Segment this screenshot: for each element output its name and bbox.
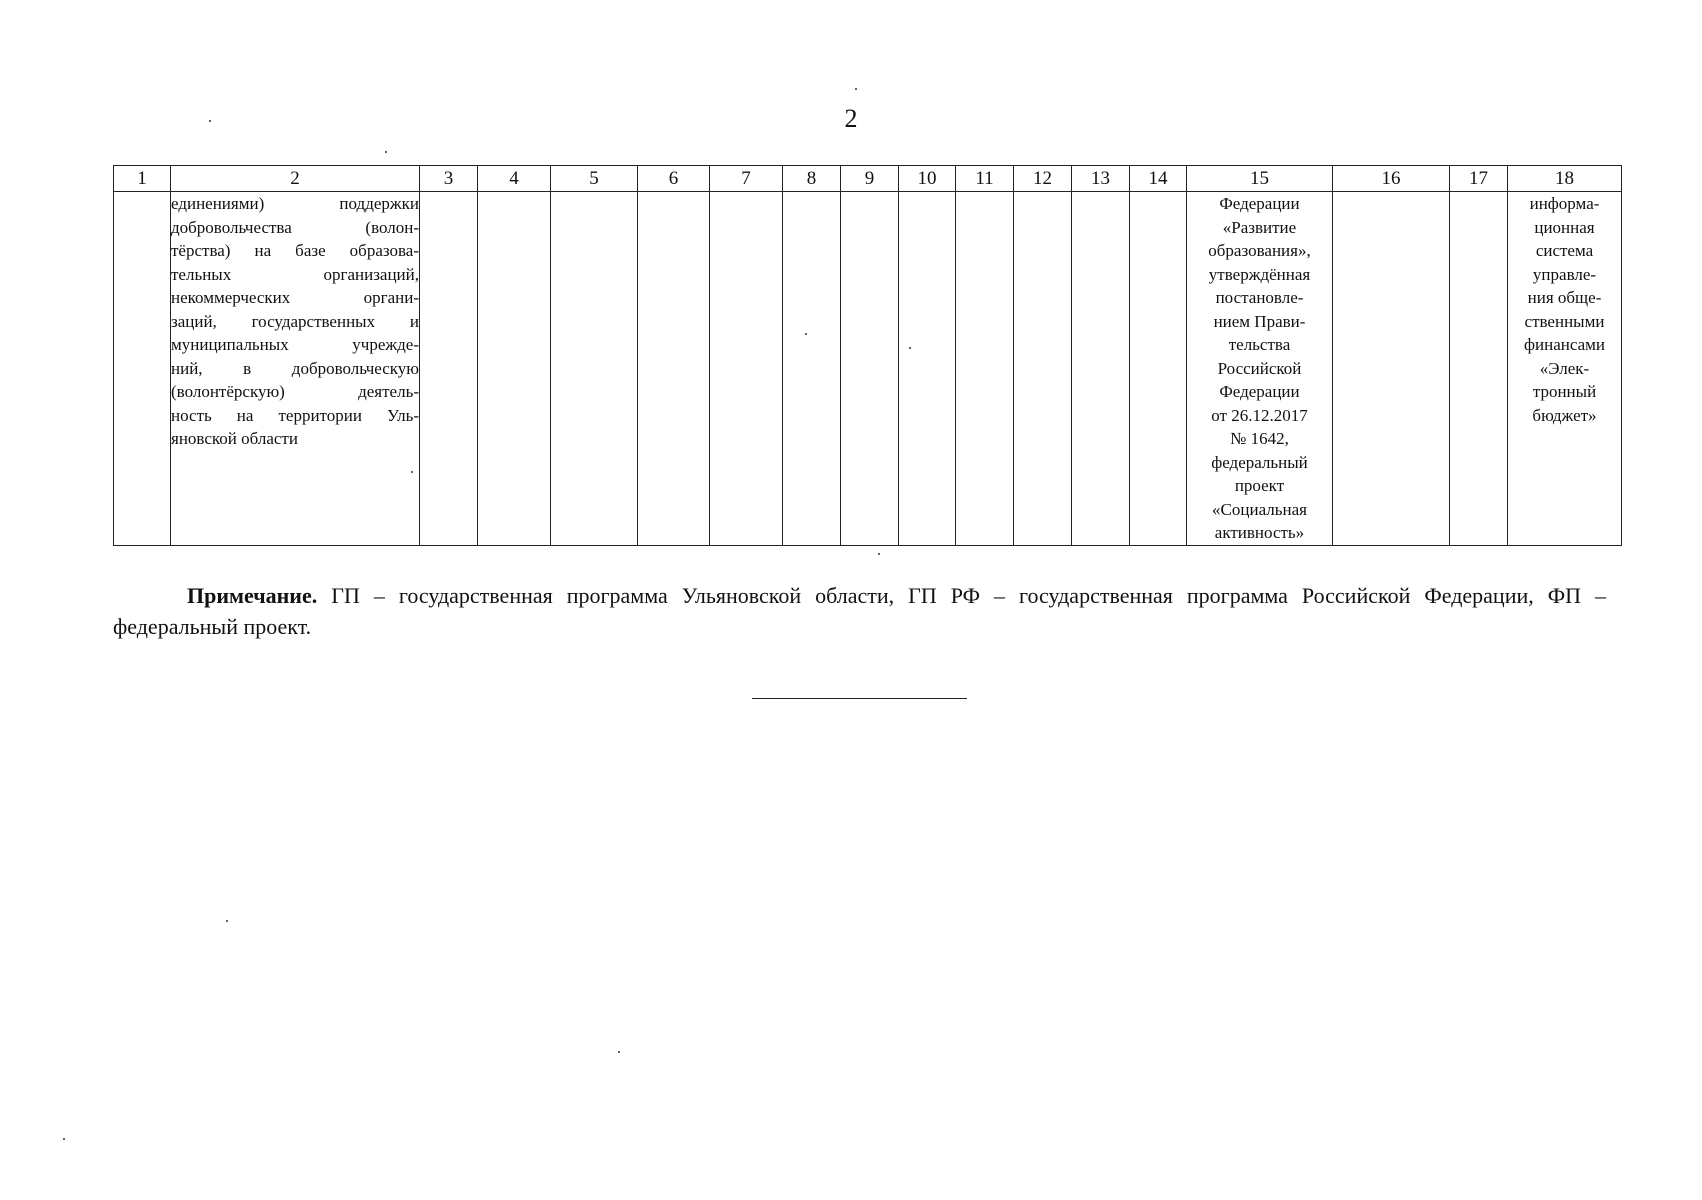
description-line: ний, в добровольческую: [171, 358, 419, 378]
table-cell: [1130, 192, 1187, 546]
column-header: 1: [114, 166, 171, 192]
column-header: 12: [1014, 166, 1072, 192]
table-header-row: [114, 166, 1622, 192]
table-cell: [1450, 192, 1508, 546]
column-header: 5: [551, 166, 638, 192]
note-text: ГП – государственная программа Ульяновской области, ГП РФ – государственная программа Российской Федерации, ФП – федеральный проект.: [113, 583, 1606, 639]
description-line: ность на территории Уль-: [171, 405, 419, 425]
end-rule: [752, 698, 967, 699]
table-cell: [1072, 192, 1130, 546]
table-cell-info-system: информа- ционная система управле- ния обще- ственными финансами «Элек- тронный бюджет»: [1508, 192, 1622, 546]
description-line: (волонтёрскую) деятель-: [171, 382, 419, 401]
scan-speck: [226, 920, 228, 922]
column-header: 15: [1187, 166, 1333, 192]
scan-speck: [805, 333, 807, 335]
table-cell: [114, 192, 171, 546]
column-header: 10: [899, 166, 956, 192]
column-header: 13: [1072, 166, 1130, 192]
scan-speck: [63, 1138, 65, 1140]
scan-speck: [878, 553, 880, 555]
scan-speck: [855, 88, 857, 90]
note-label: Примечание.: [187, 583, 318, 608]
table-cell: [783, 192, 841, 546]
table-cell: [638, 192, 710, 546]
program-table: [113, 165, 1622, 546]
table-cell: [899, 192, 956, 546]
scan-speck: [618, 1051, 620, 1053]
column-header: 7: [710, 166, 783, 192]
description-line: единениями) поддержки: [171, 194, 419, 213]
column-header: 18: [1508, 166, 1622, 192]
table-cell: [551, 192, 638, 546]
description-line: яновской области: [171, 429, 298, 448]
description-line: тельных организаций,: [171, 264, 419, 284]
table-cell: [478, 192, 551, 546]
scan-speck: [209, 120, 211, 122]
description-line: заций, государственных и: [171, 311, 419, 331]
table-row: [114, 192, 1622, 546]
note-paragraph: [113, 580, 1606, 642]
table-cell: [710, 192, 783, 546]
table-cell: [1014, 192, 1072, 546]
description-line: некоммерческих органи-: [171, 288, 419, 307]
scan-speck: [385, 151, 387, 153]
column-header: 3: [420, 166, 478, 192]
table-cell-legal-basis: Федерации «Развитие образования», утверждённая постановле- нием Прави- тельства Российской Федерации от 26.12.2017 № 1642, федеральный проект «Социальная активность»: [1187, 192, 1333, 546]
table-cell: [956, 192, 1014, 546]
column-header: 14: [1130, 166, 1187, 192]
column-header: 2: [171, 166, 420, 192]
column-header: 9: [841, 166, 899, 192]
page-number: 2: [844, 104, 858, 133]
table-cell: [420, 192, 478, 546]
table-cell: [1333, 192, 1450, 546]
column-header: 11: [956, 166, 1014, 192]
description-line: добровольчества (волон-: [171, 217, 419, 237]
description-line: тёрства) на базе образова-: [171, 241, 419, 260]
column-header: 8: [783, 166, 841, 192]
column-header: 16: [1333, 166, 1450, 192]
scan-speck: [411, 471, 413, 473]
column-header: 6: [638, 166, 710, 192]
column-header: 17: [1450, 166, 1508, 192]
column-header: 4: [478, 166, 551, 192]
table-cell-description: [171, 192, 420, 546]
table-cell: [841, 192, 899, 546]
description-line: муниципальных учрежде-: [171, 335, 419, 354]
scan-speck: [909, 347, 911, 349]
